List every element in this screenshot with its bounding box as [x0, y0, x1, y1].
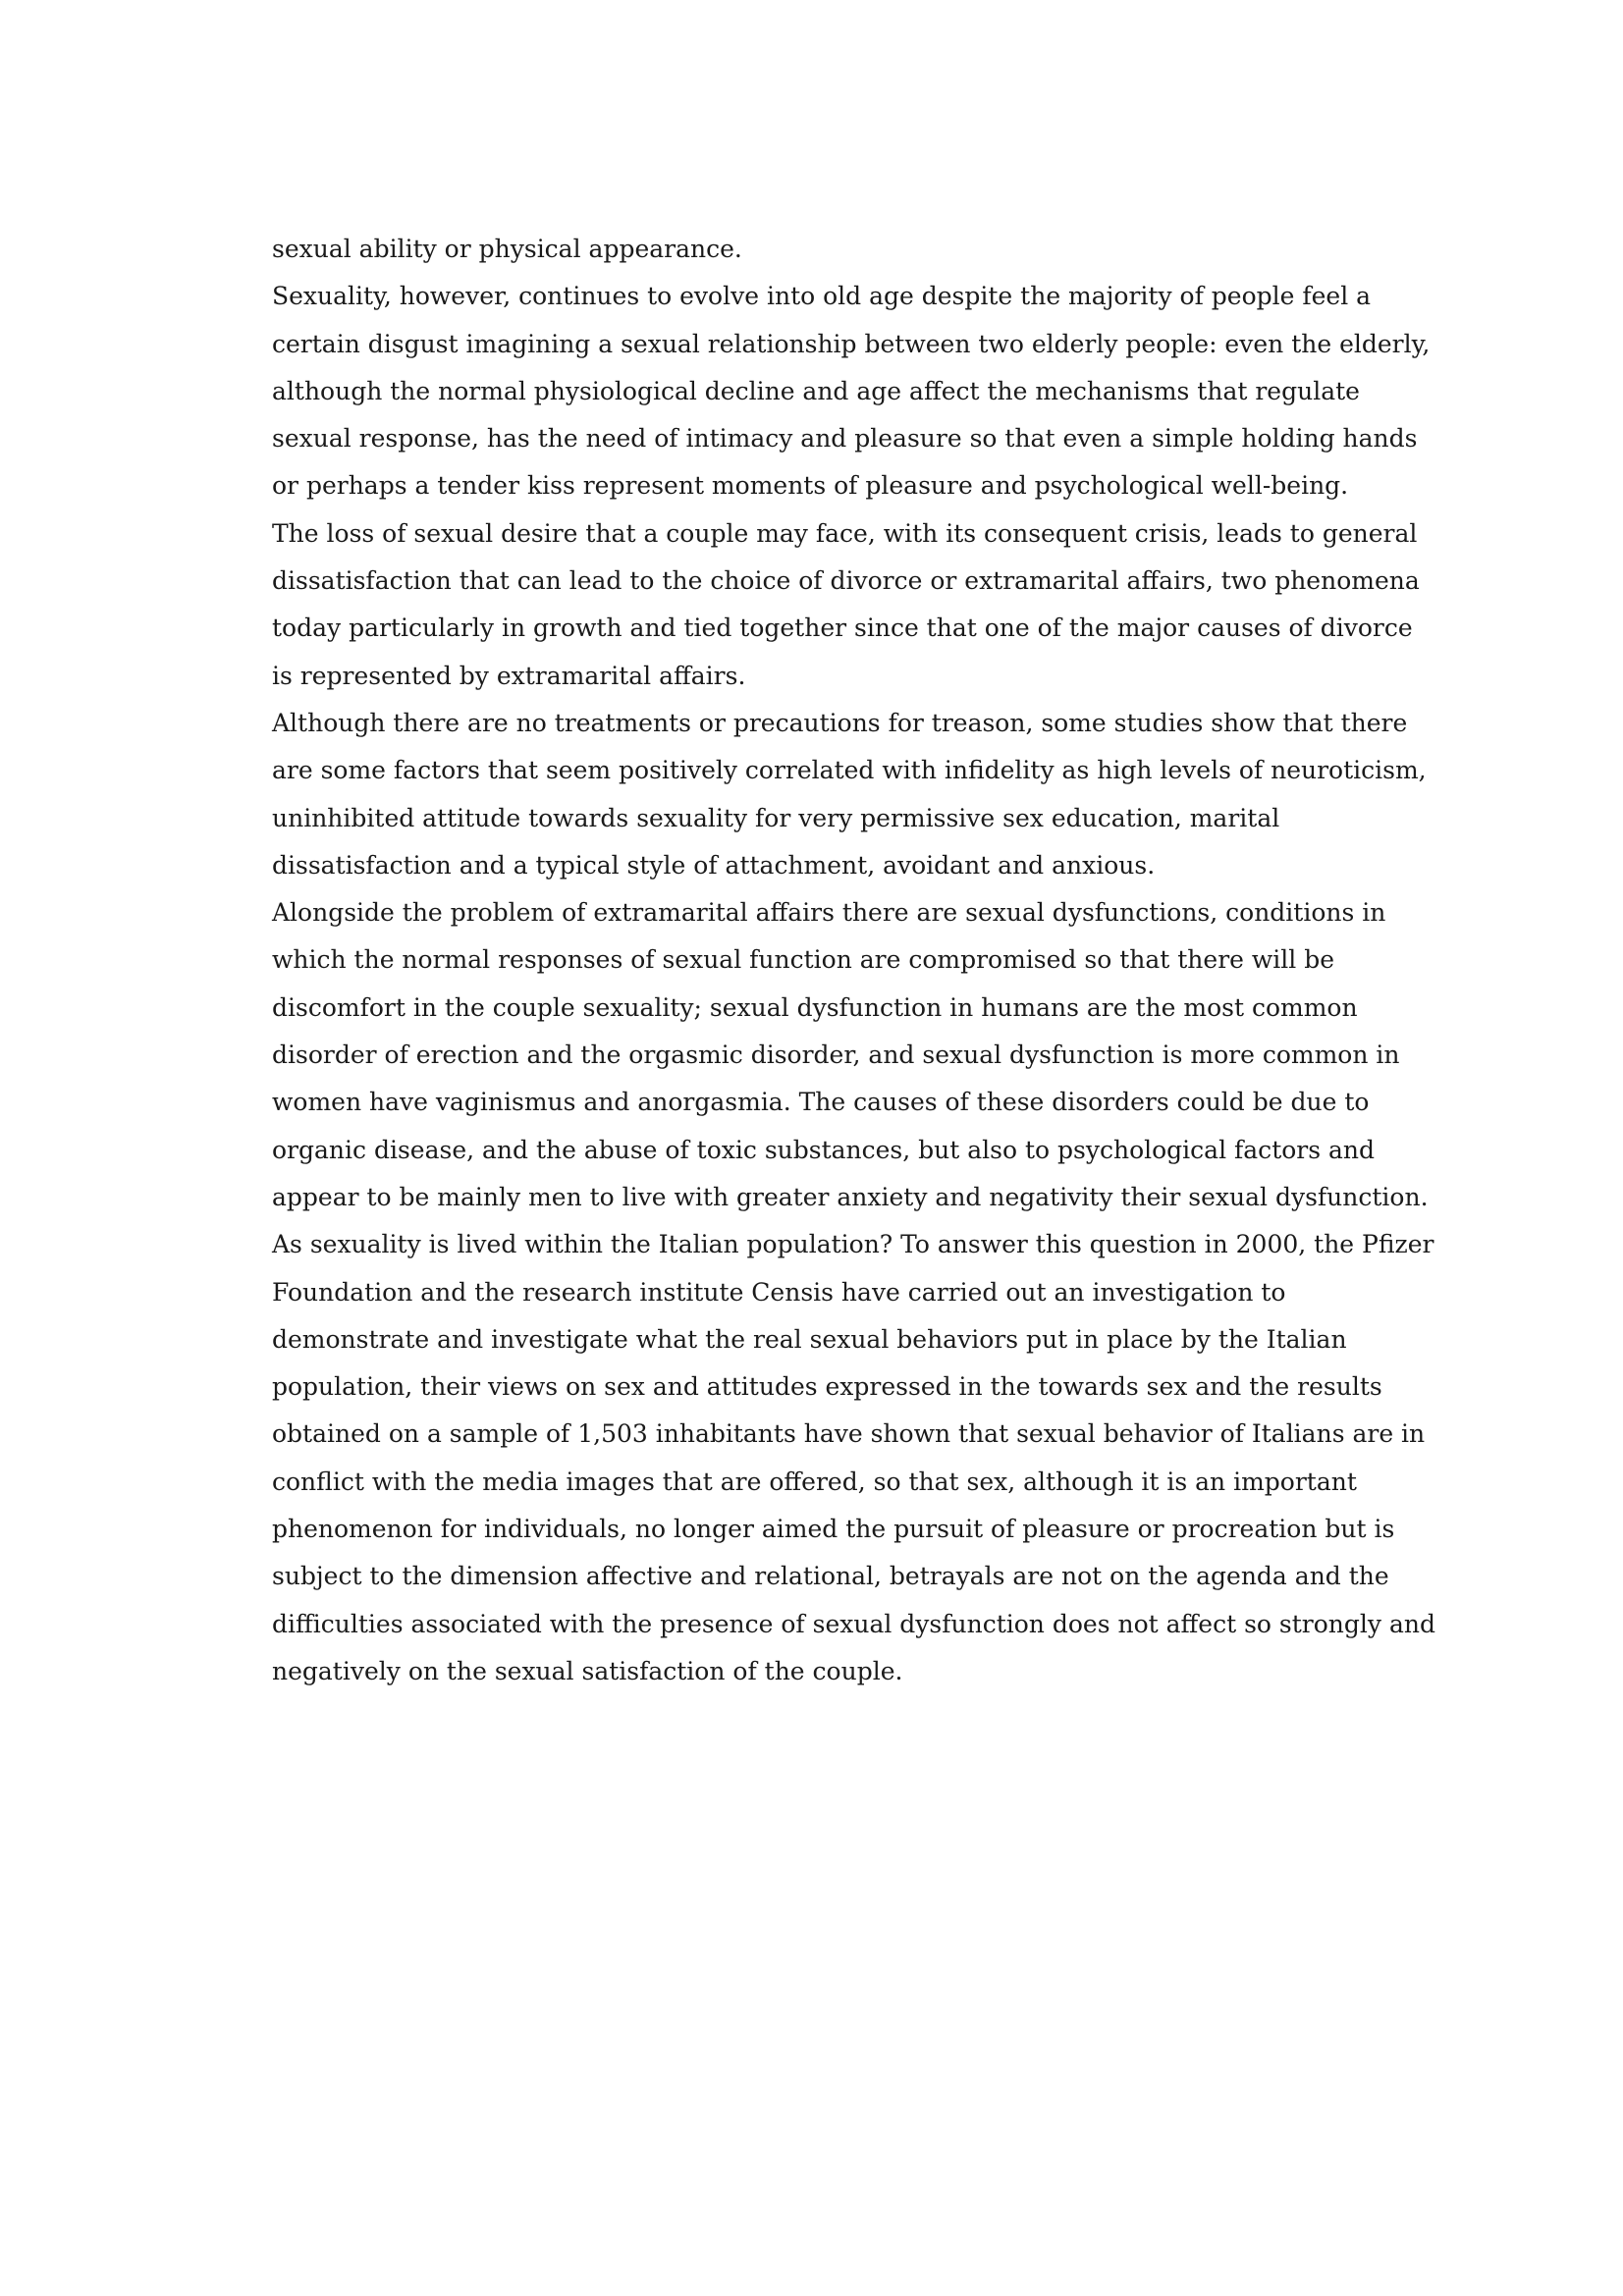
- paragraph: sexual ability or physical appearance.: [272, 235, 742, 263]
- paragraph: Although there are no treatments or precautions for treason, some studies show that there are some factors that seem positively correlated with infidelity as high levels of neuroticism, uninhibited attitude towards sexuality for very permissive sex education, marital dissatisfaction and a typical style of attachment, avoidant and anxious.: [272, 708, 1427, 880]
- paragraph: The loss of sexual desire that a couple may face, with its consequent crisis, leads to general dissatisfaction that can lead to the choice of divorce or extramarital affairs, two phenomena today particularly in growth and tied together since that one of the major causes of divorce is represented by extramarital affairs.: [272, 518, 1420, 690]
- paragraph: Sexuality, however, continues to evolve into old age despite the majority of people feel a certain disgust imagining a sexual relationship between two elderly people: even the elderly, although the normal physiological decline and age affect the mechanisms that regulate sexual response, has the need of intimacy and pleasure so that even a simple holding hands or perhaps a tender kiss represent moments of pleasure and psychological well-being.: [272, 282, 1431, 501]
- paragraph: Alongside the problem of extramarital affairs there are sexual dysfunctions, conditions in which the normal responses of sexual function are compromised so that there will be discomfort in the couple sexuality; sexual dysfunction in humans are the most common disorder of erection and the orgasmic disorder, and sexual dysfunction is more common in women have vaginismus and anorgasmia. The causes of these disorders could be due to organic disease, and the abuse of toxic substances, but also to psychological factors and appear to be mainly men to live with greater anxiety and negativity their sexual dysfunction.: [272, 898, 1429, 1211]
- paragraph: As sexuality is lived within the Italian population? To answer this question in 2000, the Pfizer Foundation and the research institute Censis have carried out an investigation to demonstrate and investigate what the real sexual behaviors put in place by the Italian population, their views on sex and attitudes expressed in the towards sex and the results obtained on a sample of 1,503 inhabitants have shown that sexual behavior of Italians are in conflict with the media images that are offered, so that sex, although it is an important phenomenon for individuals, no longer aimed the pursuit of pleasure or procreation but is subject to the dimension affective and relational, betrayals are not on the agenda and the difficulties associated with the presence of sexual dysfunction does not affect so strongly and negatively on the sexual satisfaction of the couple.: [272, 1230, 1435, 1685]
- body-text: [272, 226, 1440, 1695]
